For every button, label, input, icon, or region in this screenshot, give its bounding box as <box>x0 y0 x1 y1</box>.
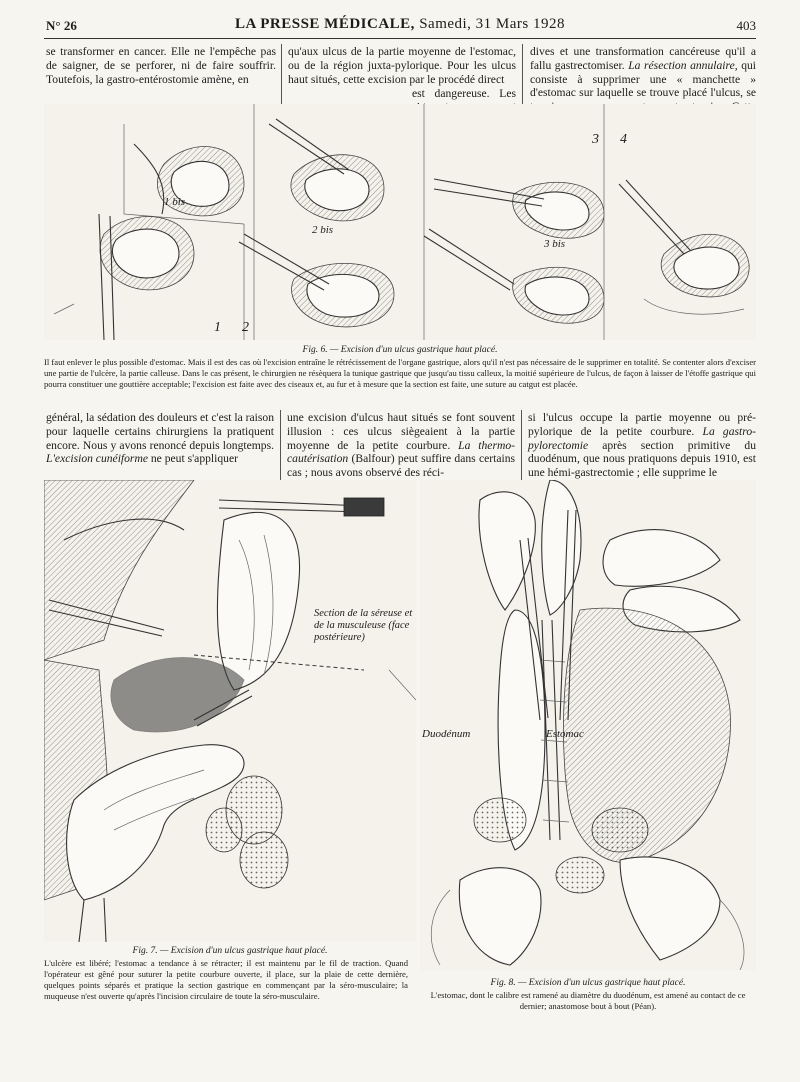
mid-col1-text: général, la sédation des douleurs et c'est la raison pour laquelle certains chirurgiens la pratiquent encore. Nous y avons renoncé depuis longtemps. L'excision cunéiforme ne peut s'appliquer <box>46 411 274 466</box>
top-col2-text: qu'aux ulcus de la partie moyenne de l'estomac, ou de la région juxta-pylorique. Pour les ulcus haut situés, cette excision par le procédé direct <box>288 45 516 86</box>
mid-column-3 <box>528 411 756 480</box>
fig6-panel-3 <box>424 104 604 340</box>
journal-name: LA PRESSE MÉDICALE, <box>234 16 415 32</box>
figure-8 <box>420 480 756 970</box>
fig6-label-3bis: 3 bis <box>544 238 566 250</box>
column-divider <box>521 410 522 480</box>
top-column-2 <box>288 45 516 86</box>
fig8-caption-body: L'estomac, dont le calibre est ramené au diamètre du duodénum, est amené au contact de ce dernier; anastomose bout à bout (Péan). <box>430 990 746 1011</box>
issue-number: N° 26 <box>46 18 77 33</box>
fig8-label-duodenum: Duodénum <box>422 728 471 740</box>
page-header <box>0 14 800 36</box>
mid-column-2 <box>287 411 515 480</box>
figure-7 <box>44 480 416 942</box>
figure-7-illustration <box>44 480 416 942</box>
fig6-label-1bis: 1 bis <box>164 196 186 208</box>
fig6-label-2bis: 2 bis <box>312 224 334 236</box>
fig6-caption-body: Il faut enlever le plus possible d'estomac. Mais il est des cas où l'excision entraîne le rétrécissement de l'organe gastrique, alors qu'il n'est pas nécessaire de le supprimer en totalité. Se contenter alors d'exciser une partie de l'ulcère, la partie calleuse. Dans le cas présent, le chirurgien ne résèquera la tunique gastrique que jusqu'au tissu calleux, la moitié supérieure de l'ulcus, de façon à laisser de l'étoffe gastrique qui pourra constituer une gouttière acceptable; l'excision est faite avec des ciseaux et, au fur et à mesure que la section est faite, une suture au catgut est placée. <box>44 357 756 389</box>
column-divider <box>280 410 281 480</box>
figure-8-illustration <box>420 480 756 970</box>
top-col1-text: se transformer en cancer. Elle ne l'empêche pas de saigner, de se perforer, ni de faire souffrir. Toutefois, la gastro-entérostomie amène, en <box>46 45 276 86</box>
page-number: 403 <box>736 18 756 33</box>
fig6-panel-2 <box>239 104 424 340</box>
mid-column-1 <box>46 411 274 466</box>
fig7-caption-title: Fig. 7. — Excision d'un ulcus gastrique haut placé. <box>132 946 328 956</box>
mid-col2-text: une excision d'ulcus haut situés se font souvent illusion : ces ulcus siègeaient à la partie moyenne de la petite courbure. La thermo-cautérisation (Balfour) peut suffire dans certains cas ; nous avons observé des réci- <box>287 411 515 480</box>
fig6-panel-4 <box>619 180 749 314</box>
header-rule <box>44 38 756 39</box>
fig6-label-1: 1 <box>214 320 221 335</box>
fig6-label-3: 3 <box>592 132 599 147</box>
fig8-caption-title: Fig. 8. — Excision d'un ulcus gastrique haut placé. <box>490 978 686 988</box>
fig6-label-4: 4 <box>620 132 627 147</box>
fig6-panel-1 <box>54 124 244 340</box>
fig7-caption-body: L'ulcère est libéré; l'estomac a tendance à se rétracter; il est maintenu par le fil de traction. Quand l'opérateur est gêné pour suturer la petite courbure ouverte, il place, sur la plaie de cette dernière, quelques points séparés et pratique la section gastrique en commençant par la séro-musculaire; la muqueuse n'est ouverte qu'après l'incision circulaire de toute la séro-musculaire. <box>44 958 408 1001</box>
top-col2b-text: est dangereuse. Les <box>412 87 516 100</box>
figure-6-illustration <box>44 104 756 340</box>
mid-col3-text: si l'ulcus occupe la partie moyenne ou pré-pylorique de la petite courbure. La gastro-pylorectomie après section primitive du duodénum, que nous pratiquons depuis 1910, est une hémi-gastrectomie ; elle supprime le <box>528 411 756 480</box>
top-column-1 <box>46 45 276 86</box>
journal-title <box>0 16 800 33</box>
figure-6 <box>44 104 756 340</box>
fig6-label-2: 2 <box>242 320 249 335</box>
top-col3-text: dives et une transformation cancéreuse qu'il a fallu gastrectomiser. La résection annulaire, qui consiste à supprimer une « manchette » d'estomac sur laquelle se trouve placé l'ulcus, se <box>530 45 757 100</box>
issue-date: Samedi, 31 Mars 1928 <box>419 16 566 32</box>
fig8-label-estomac: Estomac <box>546 728 584 740</box>
fig6-caption-title: Fig. 6. — Excision d'un ulcus gastrique haut placé. <box>302 345 498 355</box>
fig7-annotation: Section de la séreuse et de la musculeuse (face postérieure) <box>314 608 413 643</box>
